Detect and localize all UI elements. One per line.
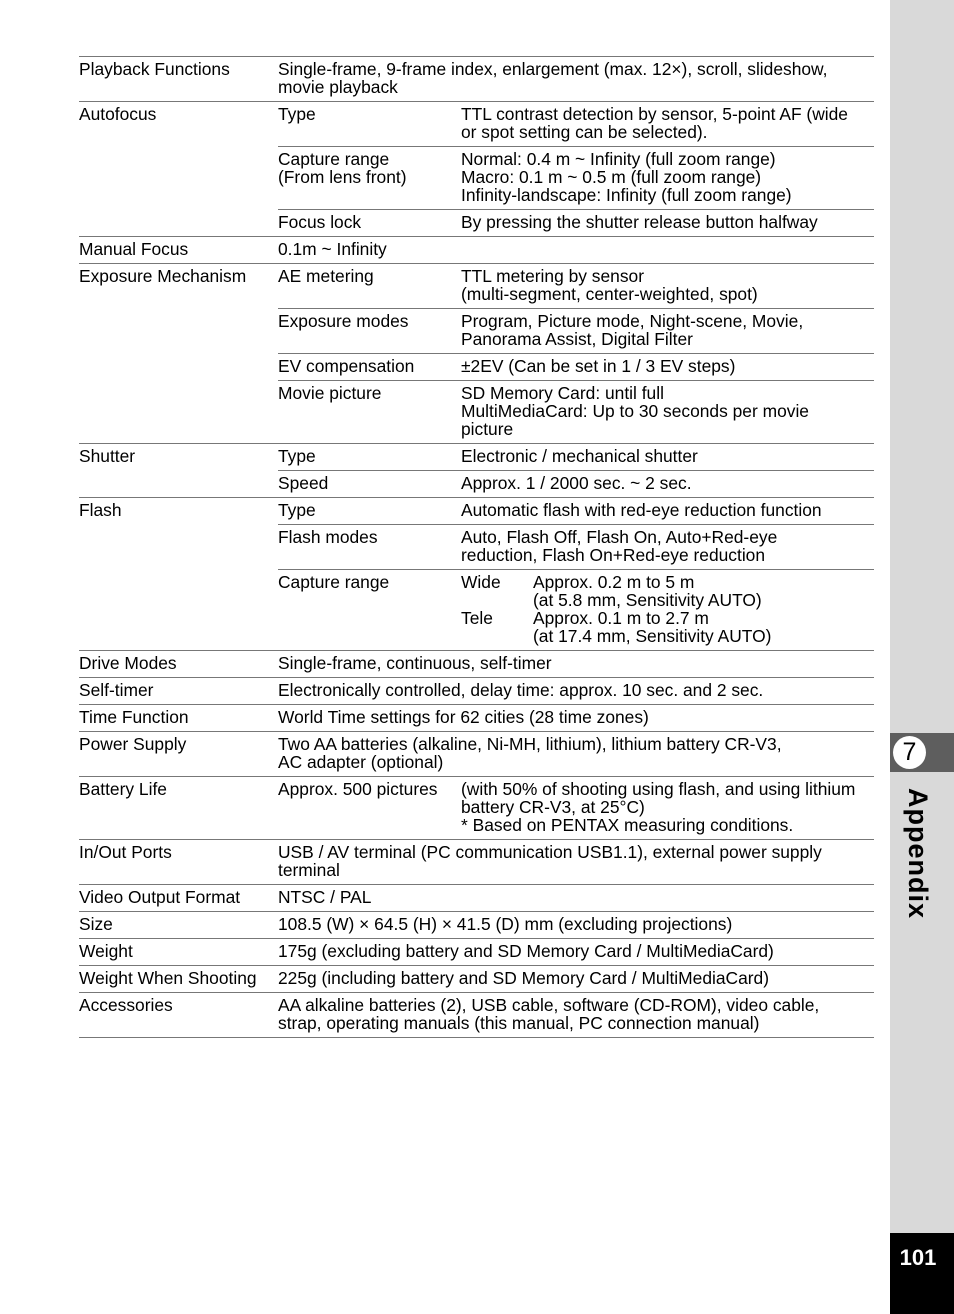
spec-label: Accessories <box>79 995 173 1015</box>
spec-row <box>79 885 874 912</box>
chapter-title: Appendix <box>903 788 933 920</box>
spec-label: Weight <box>79 941 133 961</box>
spec-value: (with 50% of shooting using flash, and using lithium battery CR-V3, at 25°C) * Based on PENTAX measuring conditions. <box>461 779 856 835</box>
spec-sublabel: Exposure modes <box>278 311 409 331</box>
spec-sublabel: Type <box>278 500 316 520</box>
spec-label: Size <box>79 914 113 934</box>
chapter-sidebar <box>890 0 954 1314</box>
spec-sublabel: Type <box>278 446 316 466</box>
range-label: Wide <box>461 572 501 592</box>
spec-subrow <box>278 209 874 236</box>
spec-value: Single-frame, 9-frame index, enlargement (max. 12×), scroll, slideshow, movie playback <box>278 59 828 97</box>
spec-detail <box>278 57 874 101</box>
spec-row <box>79 939 874 966</box>
spec-value: Electronically controlled, delay time: approx. 10 sec. and 2 sec. <box>278 680 764 700</box>
capture-range-list <box>461 570 874 650</box>
spec-value: Approx. 1 / 2000 sec. ~ 2 sec. <box>461 473 692 493</box>
spec-value: Normal: 0.4 m ~ Infinity (full zoom range) Macro: 0.1 m ~ 0.5 m (full zoom range) Infinity-landscape: Infinity (full zoom range) <box>461 149 792 205</box>
spec-label: Battery Life <box>79 779 167 799</box>
chapter-number: 7 <box>893 736 926 769</box>
spec-subrow <box>278 380 874 443</box>
spec-label: Power Supply <box>79 734 187 754</box>
spec-detail <box>278 993 874 1037</box>
spec-subrow <box>278 102 874 146</box>
spec-subrow <box>278 777 874 839</box>
spec-value: AA alkaline batteries (2), USB cable, software (CD-ROM), video cable, strap, operating manuals (this manual, PC connection manual) <box>278 995 820 1033</box>
spec-subrow <box>278 264 874 308</box>
page-number: 101 <box>899 1245 937 1270</box>
spec-label: Flash <box>79 500 122 520</box>
spec-row <box>79 237 874 264</box>
spec-sublabel: Approx. 500 pictures <box>278 779 438 799</box>
spec-detail <box>278 840 874 884</box>
spec-detail <box>278 678 874 704</box>
spec-label: Shutter <box>79 446 136 466</box>
spec-value: SD Memory Card: until full MultiMediaCard: Up to 30 seconds per movie picture <box>461 383 809 439</box>
range-label: Tele <box>461 608 493 628</box>
spec-row <box>79 264 874 444</box>
spec-row <box>79 777 874 840</box>
spec-value: NTSC / PAL <box>278 887 372 907</box>
spec-detail <box>278 966 874 992</box>
spec-sublabel: Movie picture <box>278 383 382 403</box>
spec-label: Playback Functions <box>79 59 230 79</box>
spec-row <box>79 966 874 993</box>
spec-value: Auto, Flash Off, Flash On, Auto+Red-eye reduction, Flash On+Red-eye reduction <box>461 527 778 565</box>
spec-subrow <box>278 353 874 380</box>
spec-detail <box>278 912 874 938</box>
spec-sublabel: Capture range (From lens front) <box>278 149 407 187</box>
spec-detail <box>278 102 874 236</box>
spec-value: Two AA batteries (alkaline, Ni-MH, lithium), lithium battery CR-V3, AC adapter (optional) <box>278 734 782 772</box>
spec-sublabel: Type <box>278 104 316 124</box>
spec-subrow <box>278 569 874 650</box>
spec-detail <box>278 237 874 263</box>
spec-sublabel: Focus lock <box>278 212 362 232</box>
spec-subrow <box>278 308 874 353</box>
spec-table <box>79 56 874 1038</box>
spec-value: Electronic / mechanical shutter <box>461 446 698 466</box>
chapter-tab <box>890 733 954 772</box>
spec-value: Automatic flash with red-eye reduction function <box>461 500 822 520</box>
spec-label: Video Output Format <box>79 887 241 907</box>
spec-value: World Time settings for 62 cities (28 time zones) <box>278 707 649 727</box>
spec-row <box>79 678 874 705</box>
spec-sublabel: EV compensation <box>278 356 415 376</box>
spec-detail <box>278 264 874 443</box>
spec-detail <box>278 939 874 965</box>
spec-label: Weight When Shooting <box>79 968 257 988</box>
spec-value: Single-frame, continuous, self-timer <box>278 653 552 673</box>
spec-detail <box>278 885 874 911</box>
spec-subrow <box>278 146 874 209</box>
spec-value: ±2EV (Can be set in 1 / 3 EV steps) <box>461 356 736 376</box>
spec-row <box>79 102 874 237</box>
spec-subrow <box>278 470 874 497</box>
spec-value: 0.1m ~ Infinity <box>278 239 387 259</box>
spec-value: USB / AV terminal (PC communication USB1.1), external power supply terminal <box>278 842 822 880</box>
spec-sublabel: Speed <box>278 473 329 493</box>
spec-label: Self-timer <box>79 680 154 700</box>
spec-detail <box>278 444 874 497</box>
spec-value: Program, Picture mode, Night-scene, Movie, Panorama Assist, Digital Filter <box>461 311 804 349</box>
spec-value: 225g (including battery and SD Memory Card / MultiMediaCard) <box>278 968 770 988</box>
spec-row <box>79 651 874 678</box>
spec-label: Drive Modes <box>79 653 177 673</box>
spec-detail <box>278 732 874 776</box>
spec-subrow <box>278 524 874 569</box>
spec-value: TTL contrast detection by sensor, 5-point AF (wide or spot setting can be selected). <box>461 104 848 142</box>
spec-detail <box>278 777 874 839</box>
spec-row <box>79 444 874 498</box>
spec-label: Time Function <box>79 707 189 727</box>
page-number-box <box>890 1233 954 1314</box>
spec-subrow <box>278 444 874 470</box>
spec-value: By pressing the shutter release button halfway <box>461 212 818 232</box>
spec-value: TTL metering by sensor (multi-segment, center-weighted, spot) <box>461 266 758 304</box>
spec-detail <box>278 651 874 677</box>
spec-label: In/Out Ports <box>79 842 172 862</box>
spec-row <box>79 498 874 651</box>
spec-subrow <box>278 498 874 524</box>
spec-sublabel: AE metering <box>278 266 374 286</box>
spec-sublabel: Flash modes <box>278 527 378 547</box>
spec-value: 175g (excluding battery and SD Memory Card / MultiMediaCard) <box>278 941 774 961</box>
spec-row <box>79 705 874 732</box>
range-value: Approx. 0.1 m to 2.7 m (at 17.4 mm, Sensitivity AUTO) <box>533 608 772 646</box>
spec-row <box>79 732 874 777</box>
spec-row <box>79 840 874 885</box>
spec-label: Manual Focus <box>79 239 189 259</box>
spec-detail <box>278 705 874 731</box>
spec-sublabel: Capture range <box>278 572 390 592</box>
spec-value: 108.5 (W) × 64.5 (H) × 41.5 (D) mm (excluding projections) <box>278 914 733 934</box>
range-value: Approx. 0.2 m to 5 m (at 5.8 mm, Sensitivity AUTO) <box>533 572 762 610</box>
spec-label: Autofocus <box>79 104 157 124</box>
spec-label: Exposure Mechanism <box>79 266 247 286</box>
spec-row <box>79 993 874 1038</box>
spec-detail <box>278 498 874 650</box>
spec-row <box>79 57 874 102</box>
spec-row <box>79 912 874 939</box>
